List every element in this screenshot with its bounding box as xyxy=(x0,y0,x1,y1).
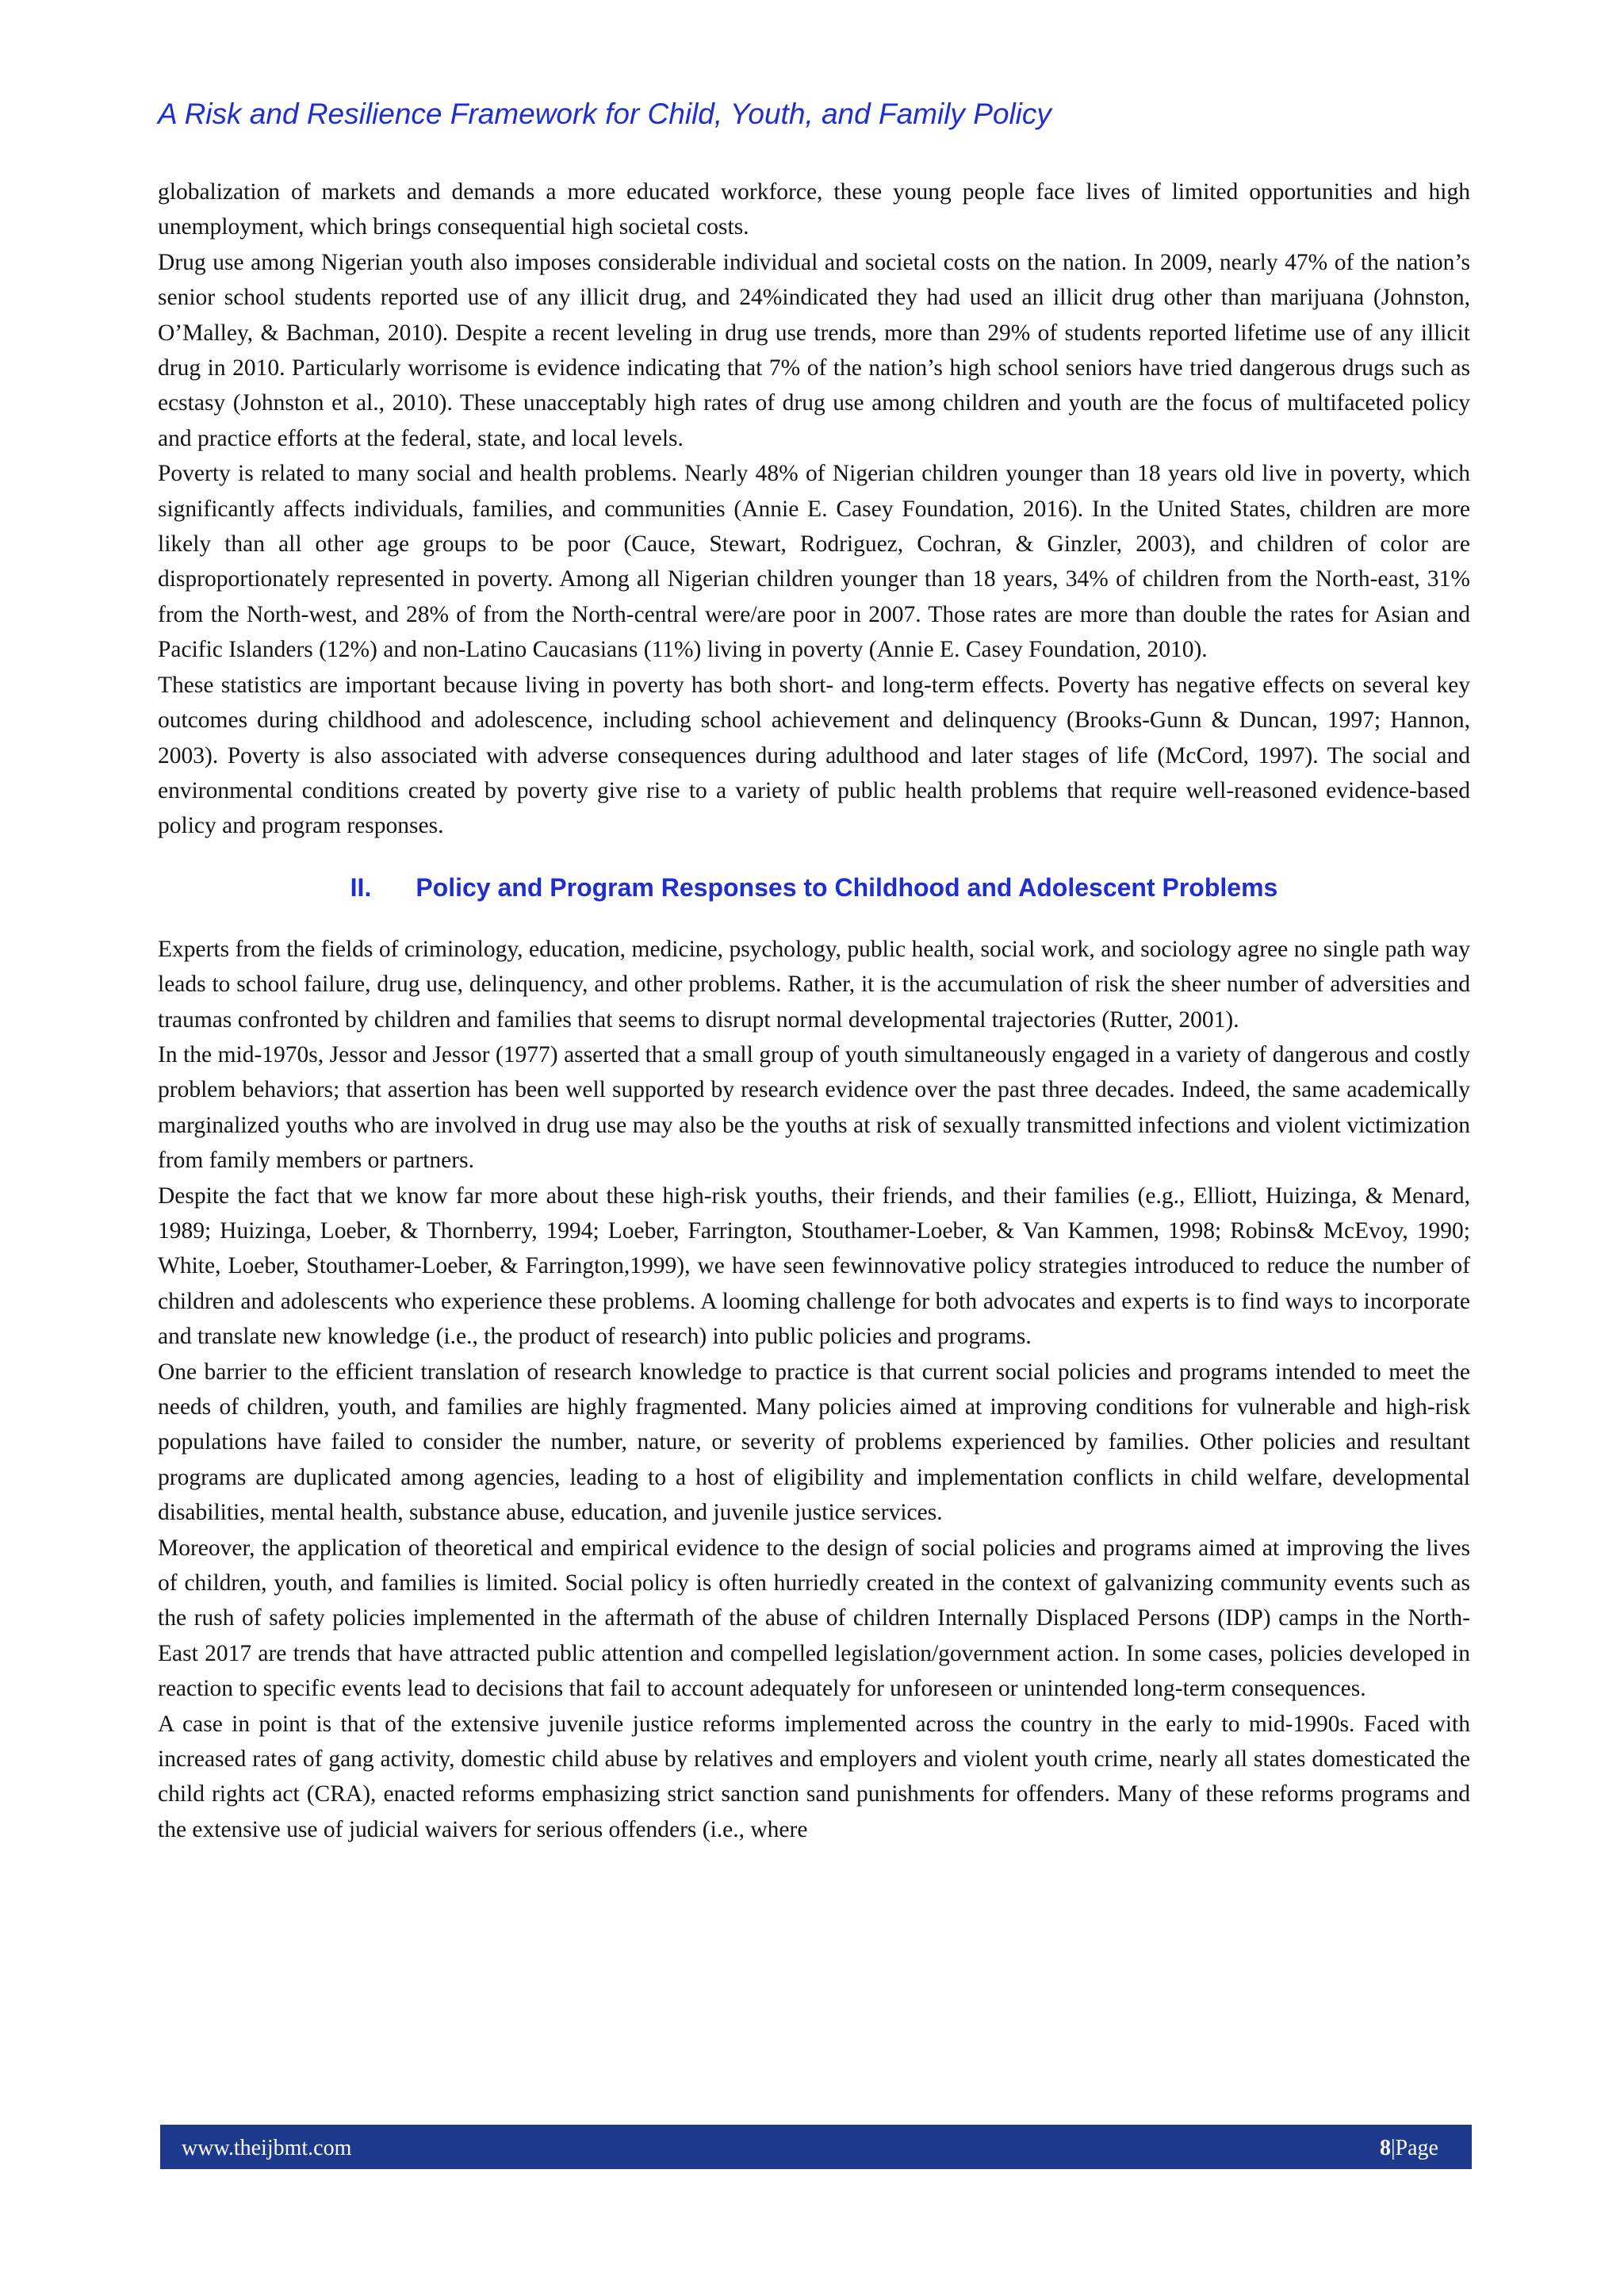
section-number: II. xyxy=(350,872,372,902)
paragraph: Experts from the fields of criminology, education, medicine, psychology, public health, social work, and sociology agree no single path way leads to school failure, drug use, delinquency, and other problems. Rather, it is the accumulation of risk the sheer number of adversities and traumas confronted by children and families that seems to disrupt normal developmental trajectories (Rutter, 2001). xyxy=(158,936,1470,1033)
article-body xyxy=(158,174,1470,1847)
section-heading xyxy=(158,870,1470,905)
page-number-value: 8 xyxy=(1379,2136,1391,2160)
paragraph: Despite the fact that we know far more about these high-risk youths, their friends, and their families (e.g., Elliott, Huizinga, & Menard, 1989; Huizinga, Loeber, & Thornberry, 1994; Loeber, Farrington, Stouthamer-Loeber, & Van Kammen, 1998; Robins& McEvoy, 1990; White, Loeber, Stouthamer-Loeber, & Farrington,1999), we have seen fewinnovative policy strategies introduced to reduce the number of children and adolescents who experience these problems. A looming challenge for both advocates and experts is to find ways to incorporate and translate new knowledge (i.e., the product of research) into public policies and programs. xyxy=(158,1182,1470,1350)
paragraph: Drug use among Nigerian youth also imposes considerable individual and societal costs on the nation. In 2009, nearly 47% of the nation’s senior school students reported use of any illicit drug, and 24%indicated they had used an illicit drug other than marijuana (Johnston, O’Malley, & Bachman, 2010). Despite a recent leveling in drug use trends, more than 29% of students reported lifetime use of any illicit drug in 2010. Particularly worrisome is evidence indicating that 7% of the nation’s high school seniors have tried dangerous drugs such as ecstasy (Johnston et al., 2010). These unacceptably high rates of drug use among children and youth are the focus of multifaceted policy and practice efforts at the federal, state, and local levels. xyxy=(158,249,1470,451)
section-title: Policy and Program Responses to Childhood and Adolescent Problems xyxy=(416,872,1278,902)
paragraph: Moreover, the application of theoretical and empirical evidence to the design of social policies and programs aimed at improving the lives of children, youth, and families is limited. Social policy is often hurriedly created in the context of galvanizing community events such as the rush of safety policies implemented in the aftermath of the abuse of children Internally Displaced Persons (IDP) camps in the North-East 2017 are trends that have attracted public attention and compelled legislation/government action. In some cases, policies developed in reaction to specific events lead to decisions that fail to account adequately for unforeseen or unintended long-term consequences. xyxy=(158,1535,1470,1702)
running-header: A Risk and Resilience Framework for Child, Youth, and Family Policy xyxy=(158,98,1051,130)
paragraph: In the mid-1970s, Jessor and Jessor (1977) asserted that a small group of youth simultaneously engaged in a variety of dangerous and costly problem behaviors; that assertion has been well supported by research evidence over the past three decades. Indeed, the same academically marginalized youths who are involved in drug use may also be the youths at risk of sexually transmitted infections and violent victimization from family members or partners. xyxy=(158,1041,1470,1174)
footer-url[interactable]: www.theijbmt.com xyxy=(182,2136,352,2160)
paragraph: globalization of markets and demands a more educated workforce, these young people face lives of limited opportunities and high unemployment, which brings consequential high societal costs. xyxy=(158,179,1470,240)
page-label: |Page xyxy=(1390,2136,1438,2160)
page-footer xyxy=(160,2125,1472,2169)
paragraph: One barrier to the efficient translation of research knowledge to practice is that current social policies and programs intended to meet the needs of children, youth, and families are highly fragmented. Many policies aimed at improving conditions for vulnerable and high-risk populations have failed to consider the number, nature, or severity of problems experienced by families. Other policies and resultant programs are duplicated among agencies, leading to a host of eligibility and implementation conflicts in child welfare, developmental disabilities, mental health, substance abuse, education, and juvenile justice services. xyxy=(158,1359,1470,1526)
page-number xyxy=(1380,2136,1438,2161)
paragraph: A case in point is that of the extensive juvenile justice reforms implemented across the country in the early to mid-1990s. Faced with increased rates of gang activity, domestic child abuse by relatives and employers and violent youth crime, nearly all states domesticated the child rights act (CRA), enacted reforms emphasizing strict sanction sand punishments for offenders. Many of these reforms programs and the extensive use of judicial waivers for serious offenders (i.e., where xyxy=(158,1711,1470,1842)
paragraph: Poverty is related to many social and health problems. Nearly 48% of Nigerian children younger than 18 years old live in poverty, which significantly affects individuals, families, and communities (Annie E. Casey Foundation, 2016). In the United States, children are more likely than all other age groups to be poor (Cauce, Stewart, Rodriguez, Cochran, & Ginzler, 2003), and children of color are disproportionately represented in poverty. Among all Nigerian children younger than 18 years, 34% of children from the North-east, 31% from the North-west, and 28% of from the North-central were/are poor in 2007. Those rates are more than double the rates for Asian and Pacific Islanders (12%) and non-Latino Caucasians (11%) living in poverty (Annie E. Casey Foundation, 2010). xyxy=(158,461,1470,663)
paragraph: These statistics are important because living in poverty has both short- and long-term effects. Poverty has negative effects on several key outcomes during childhood and adolescence, including school achievement and delinquency (Brooks-Gunn & Duncan, 1997; Hannon, 2003). Poverty is also associated with adverse consequences during adulthood and later stages of life (McCord, 1997). The social and environmental conditions created by poverty give rise to a variety of public health problems that require well-reasoned evidence-based policy and program responses. xyxy=(158,672,1470,839)
